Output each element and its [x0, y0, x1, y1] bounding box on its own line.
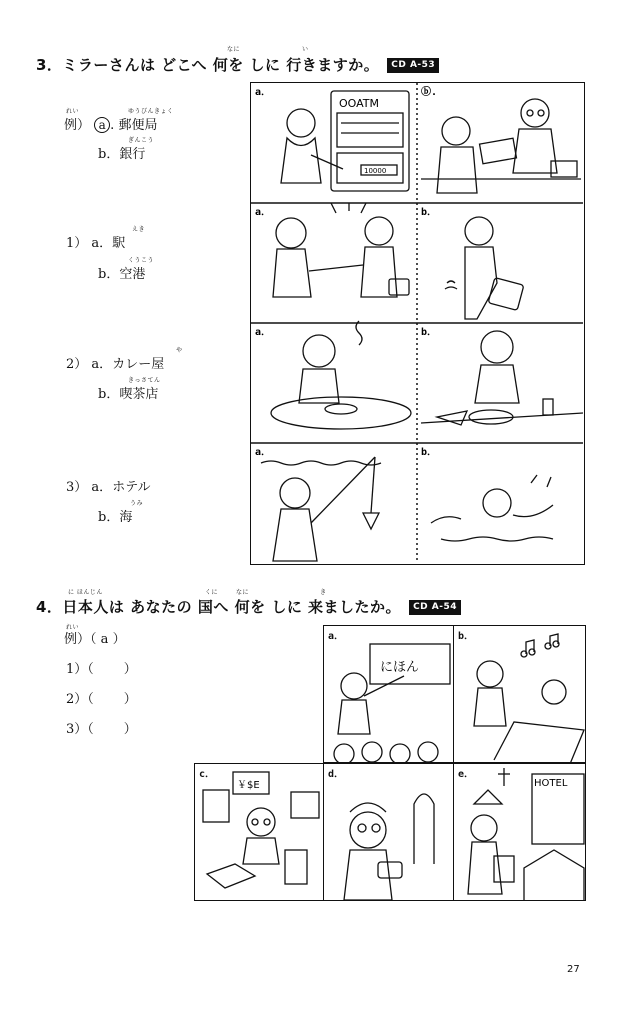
answer-row-2[interactable]: 2）（ ） [66, 692, 137, 707]
example-row-a: 例） a . 郵便局 [64, 118, 158, 133]
atm-sign-text: OOATM [339, 97, 380, 110]
board-text: にほん [380, 660, 420, 675]
cd-track-badge-4: CD A-54 [409, 600, 461, 615]
furigana-rei-4: れい [66, 624, 80, 631]
panel-3-row3-b-label: b． [421, 447, 438, 458]
section3-illustration-grid [250, 82, 585, 565]
handshake-illustration [273, 203, 409, 297]
q3-row-b: b．海 [98, 510, 133, 525]
panel-3-row1-b-label: b． [421, 207, 438, 218]
panel-3-row0-a-label: a． [255, 87, 272, 98]
furigana-eki: えき [132, 226, 146, 233]
q2-row-b: b．喫茶店 [98, 387, 159, 402]
q1-row-a: 1） a．駅 [66, 236, 126, 251]
answer-row-example: 例）（ a ） [64, 632, 126, 647]
answer-value: a [100, 632, 109, 647]
fishing-illustration [261, 457, 381, 561]
panel-3-row2-b-label: b． [421, 327, 438, 338]
swimming-illustration [431, 475, 553, 541]
curry-eating-illustration [271, 321, 411, 429]
hotel-sign-text: HOTEL [534, 778, 568, 789]
q2-row-a: 2） a．カレー屋 [66, 357, 165, 372]
coffee-shop-illustration [421, 331, 583, 425]
furigana-yuubinkyoku: ゆうびんきょく [128, 108, 174, 115]
panel-4d: d． [323, 763, 455, 901]
panel-4a: a． にほん [323, 625, 455, 763]
money-sign-text: ￥$E [237, 780, 260, 791]
panel-3-row3-a-label: a． [255, 447, 272, 458]
furigana-nihonjin: に ほんじん [68, 589, 103, 596]
traveler-suitcase-illustration [445, 217, 524, 319]
sightseeing-camera-illustration [344, 794, 434, 900]
furigana-kuni: くに [205, 589, 219, 596]
panel-3-row1-a-label: a． [255, 207, 272, 218]
panel-4c: c． ￥$E [194, 763, 325, 901]
karaoke-illustration [474, 634, 584, 763]
answer-row-1[interactable]: 1）（ ） [66, 662, 137, 677]
furigana-nani-4: なに [236, 589, 250, 596]
cd-track-badge: CD A-53 [387, 58, 439, 73]
section3-heading: 3．ミラーさんは どこへ 何を しに 行きますか。 CD A-53 [36, 54, 439, 75]
furigana-i: い [302, 46, 309, 53]
bank-teller-illustration [421, 99, 581, 193]
office-work-illustration [203, 772, 319, 888]
circled-answer: a [94, 117, 110, 133]
furigana-umi: うみ [130, 500, 144, 507]
page-number: 27 [567, 964, 580, 975]
furigana-rei: れい [66, 108, 80, 115]
furigana-kissaten: きっさてん [128, 377, 161, 384]
furigana-ginkou: ぎんこう [128, 137, 155, 144]
furigana-ki: き [320, 589, 327, 596]
q1-row-b: b．空港 [98, 267, 146, 282]
furigana-nani: なに [227, 46, 241, 53]
section4-heading: 4．日本人は あなたの 国へ 何を しに 来ましたか。 CD A-54 [36, 596, 461, 617]
q3-row-a: 3） a．ホテル [66, 480, 151, 495]
furigana-ya: や [176, 347, 183, 354]
answer-row-3[interactable]: 3）（ ） [66, 722, 137, 737]
atm-screen-text: 10000 [364, 167, 387, 175]
panel-4e: e． HOTEL [453, 763, 586, 901]
panel-3-row0-b-label: ⓑ. [421, 87, 438, 98]
panel-4b: b． [453, 625, 586, 763]
panel-3-row2-a-label: a． [255, 327, 272, 338]
furigana-kuukou: くうこう [128, 257, 155, 264]
example-row-b: b．銀行 [98, 147, 146, 162]
